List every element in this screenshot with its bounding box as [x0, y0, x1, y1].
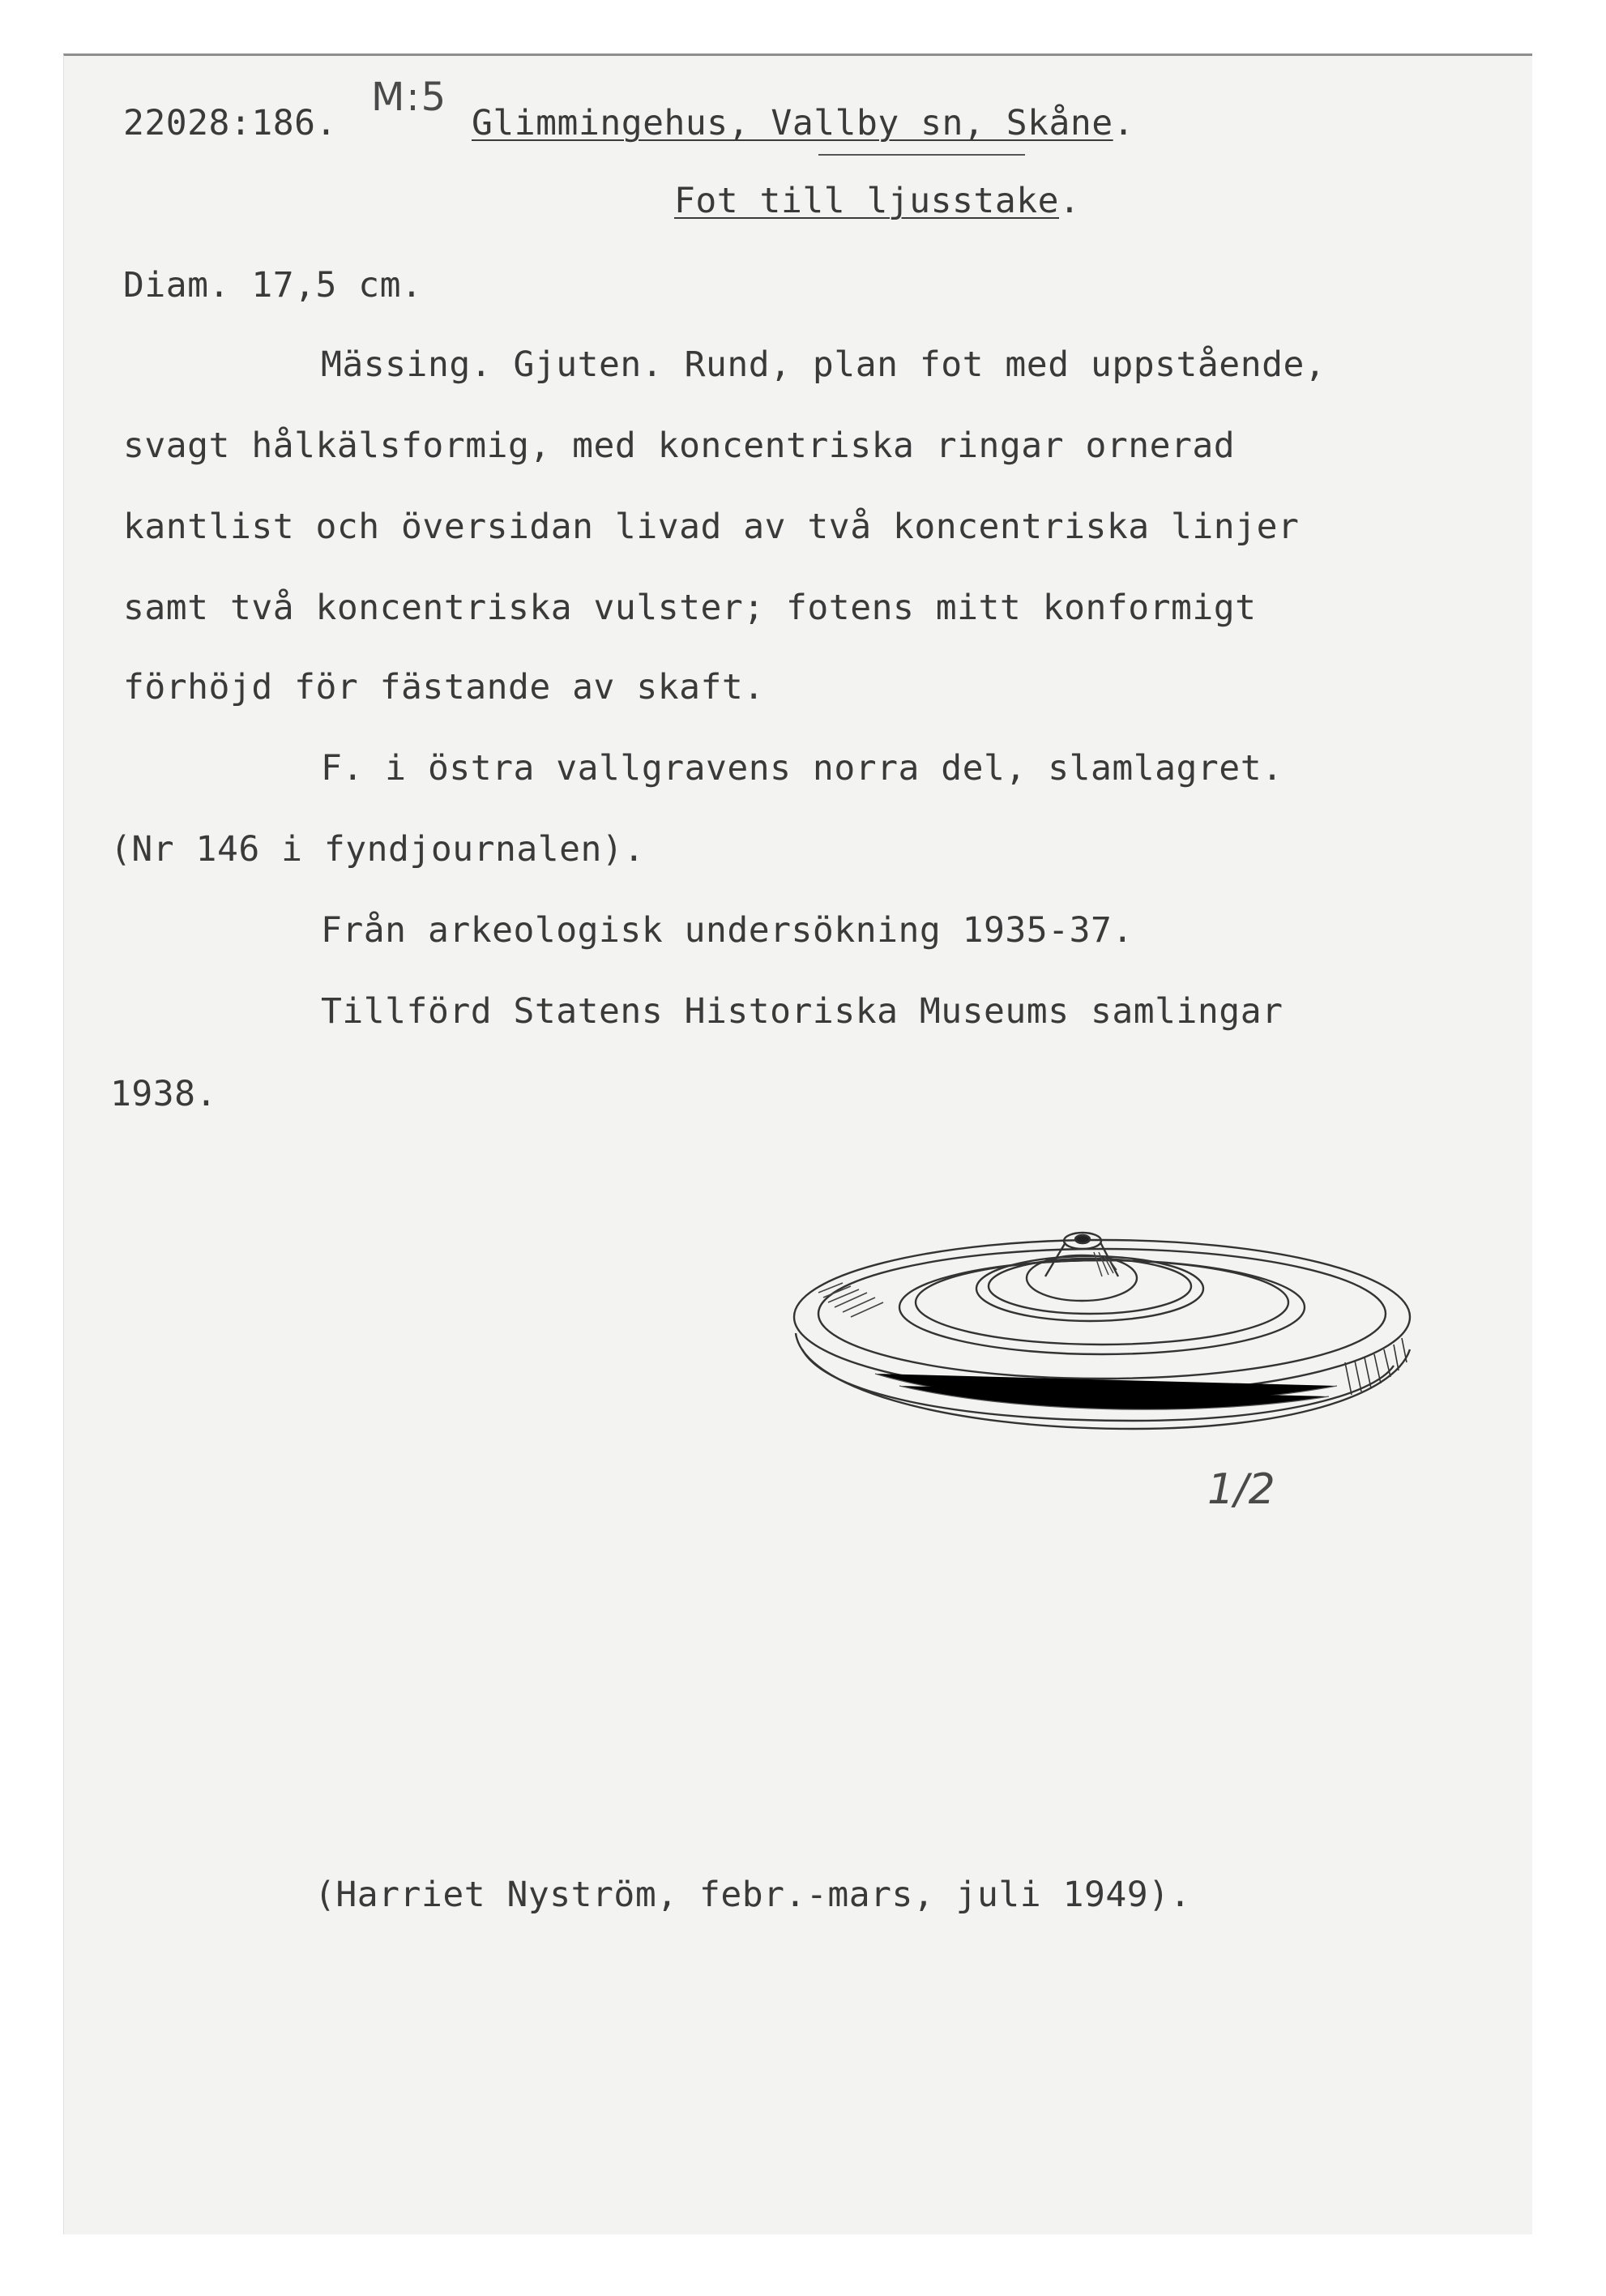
author-line: (Harriet Nyström, febr.-mars, juli 1949).	[314, 1875, 1191, 1915]
dimension: Diam. 17,5 cm.	[123, 265, 423, 306]
underline-stroke	[818, 154, 1025, 156]
description-line: Mässing. Gjuten. Rund, plan fot med uppstående,	[321, 344, 1326, 385]
catalog-number: 22028:186.	[123, 103, 337, 143]
description-line: svagt hålkälsformig, med koncentriska ringar ornerad	[123, 425, 1236, 466]
accession-line: Tillförd Statens Historiska Museums samlingar	[321, 991, 1284, 1032]
location-title	[472, 102, 1134, 144]
scale-label: 1/2	[1207, 1465, 1275, 1514]
handwritten-mark: M:5	[371, 75, 448, 120]
description-line: samt två koncentriska vulster; fotens mitt konformigt	[123, 588, 1257, 628]
object-title	[674, 180, 1080, 222]
object-period: .	[1059, 181, 1081, 221]
location-period: .	[1113, 103, 1135, 143]
object-name: Fot till ljusstake	[674, 181, 1059, 221]
accession-line: 1938.	[110, 1074, 217, 1114]
find-line: (Nr 146 i fyndjournalen).	[110, 829, 645, 870]
description-line: förhöjd för fästande av skaft.	[123, 667, 765, 708]
candlestick-foot-drawing	[778, 1212, 1426, 1447]
description-line: kantlist och översidan livad av två koncentriska linjer	[123, 507, 1300, 547]
location-text: Glimmingehus, Vallby sn, Skåne	[472, 103, 1113, 143]
find-line: F. i östra vallgravens norra del, slamlagret.	[321, 748, 1284, 789]
excavation-line: Från arkeologisk undersökning 1935-37.	[321, 910, 1134, 951]
